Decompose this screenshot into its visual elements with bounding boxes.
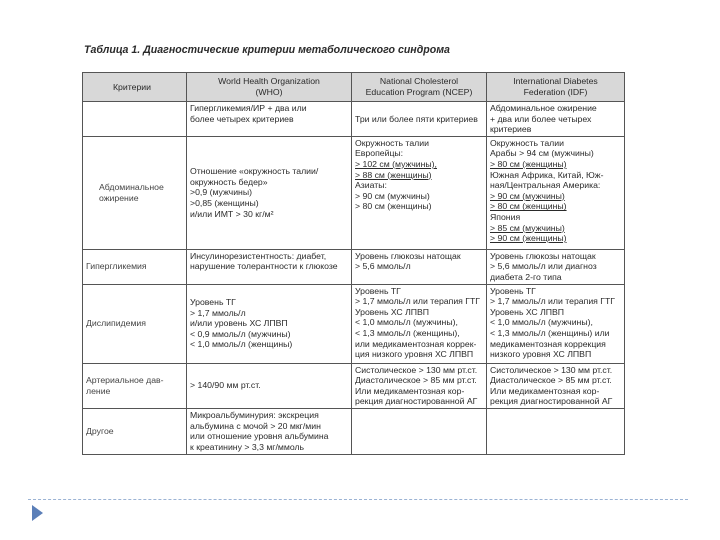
table-row <box>83 284 625 363</box>
table-row <box>83 249 625 284</box>
footer-divider <box>28 499 688 500</box>
header-criteria: Критерии <box>83 73 187 102</box>
idf-cell: Уровень ТГ > 1,7 ммоль/л или терапия ГТГ Уровень ХС ЛПВП < 1,0 ммоль/л (мужчины), < 1,3 ммоль/л (женщины) или медикаментозная коррекция низкого уровня ХС ЛПВП <box>487 284 625 363</box>
who-cell: Гипергликемия/ИР + два или более четырех критериев <box>187 102 352 137</box>
idf-cell <box>487 408 625 454</box>
ncep-cell: Окружность талии Европейцы: > 102 см (мужчины), > 88 см (женщины) Азиаты: > 90 см (мужчины) > 80 см (женщины) <box>352 136 487 249</box>
table-row <box>83 136 625 249</box>
row-label-cell: Абдоминальное ожирение <box>83 136 187 249</box>
table-row <box>83 363 625 408</box>
who-cell: Инсулинорезистентность: диабет, нарушение толерантности к глюкозе <box>187 249 352 284</box>
who-cell: > 140/90 мм рт.ст. <box>187 363 352 408</box>
idf-cell: Уровень глюкозы натощак > 5,6 ммоль/л или диагноз диабета 2-го типа <box>487 249 625 284</box>
row-label-cell <box>83 102 187 137</box>
criteria-table <box>82 72 625 455</box>
header-ncep: National Cholesterol Education Program (NCEP) <box>352 73 487 102</box>
ncep-cell: Уровень глюкозы натощак > 5,6 ммоль/л <box>352 249 487 284</box>
ncep-cell: Уровень ТГ > 1,7 ммоль/л или терапия ГТГ Уровень ХС ЛПВП < 1,0 ммоль/л (мужчины), < 1,3 ммоль/л (женщины), или медикаментозная коррек- ция низкого уровня ХС ЛПВП <box>352 284 487 363</box>
idf-cell: Окружность талии Арабы > 94 см (мужчины) > 80 см (женщины) Южная Африка, Китай, Юж- ная/Центральная Америка: > 90 см (мужчины) > 80 см (женщины) Япония > 85 см (мужчины) > 90 см (женщины) <box>487 136 625 249</box>
who-cell: Отношение «окружность талии/ окружность бедер» >0,9 (мужчины) >0,85 (женщины) и/или ИМТ > 30 кг/м² <box>187 136 352 249</box>
play-arrow-icon[interactable] <box>32 505 43 521</box>
row-label-cell: Артериальное дав- ление <box>83 363 187 408</box>
ncep-cell: Три или более пяти критериев <box>352 102 487 137</box>
ncep-cell <box>352 408 487 454</box>
who-cell: Микроальбуминурия: экскреция альбумина с мочой > 20 мкг/мин или отношение уровня альбумина к креатинину > 3,3 мг/ммоль <box>187 408 352 454</box>
row-label-cell: Гипергликемия <box>83 249 187 284</box>
header-idf: International Diabetes Federation (IDF) <box>487 73 625 102</box>
table-row <box>83 408 625 454</box>
who-cell: Уровень ТГ > 1,7 ммоль/л и/или уровень ХС ЛПВП < 0,9 ммоль/л (мужчины) < 1,0 ммоль/л (женщины) <box>187 284 352 363</box>
idf-cell: Систолическое > 130 мм рт.ст. Диастолическое > 85 мм рт.ст. Или медикаментозная кор- рекция диагностированной АГ <box>487 363 625 408</box>
row-label-cell: Другое <box>83 408 187 454</box>
ncep-cell: Систолическое > 130 мм рт.ст. Диастолическое > 85 мм рт.ст. Или медикаментозная кор- рекция диагностированной АГ <box>352 363 487 408</box>
idf-cell: Абдоминальное ожирение + два или более четырех критериев <box>487 102 625 137</box>
table-row <box>83 102 625 137</box>
row-label-cell: Дислипидемия <box>83 284 187 363</box>
header-who: World Health Organization (WHO) <box>187 73 352 102</box>
table-caption: Таблица 1. Диагностические критерии метаболического синдрома <box>84 44 450 56</box>
table-header <box>83 73 625 102</box>
